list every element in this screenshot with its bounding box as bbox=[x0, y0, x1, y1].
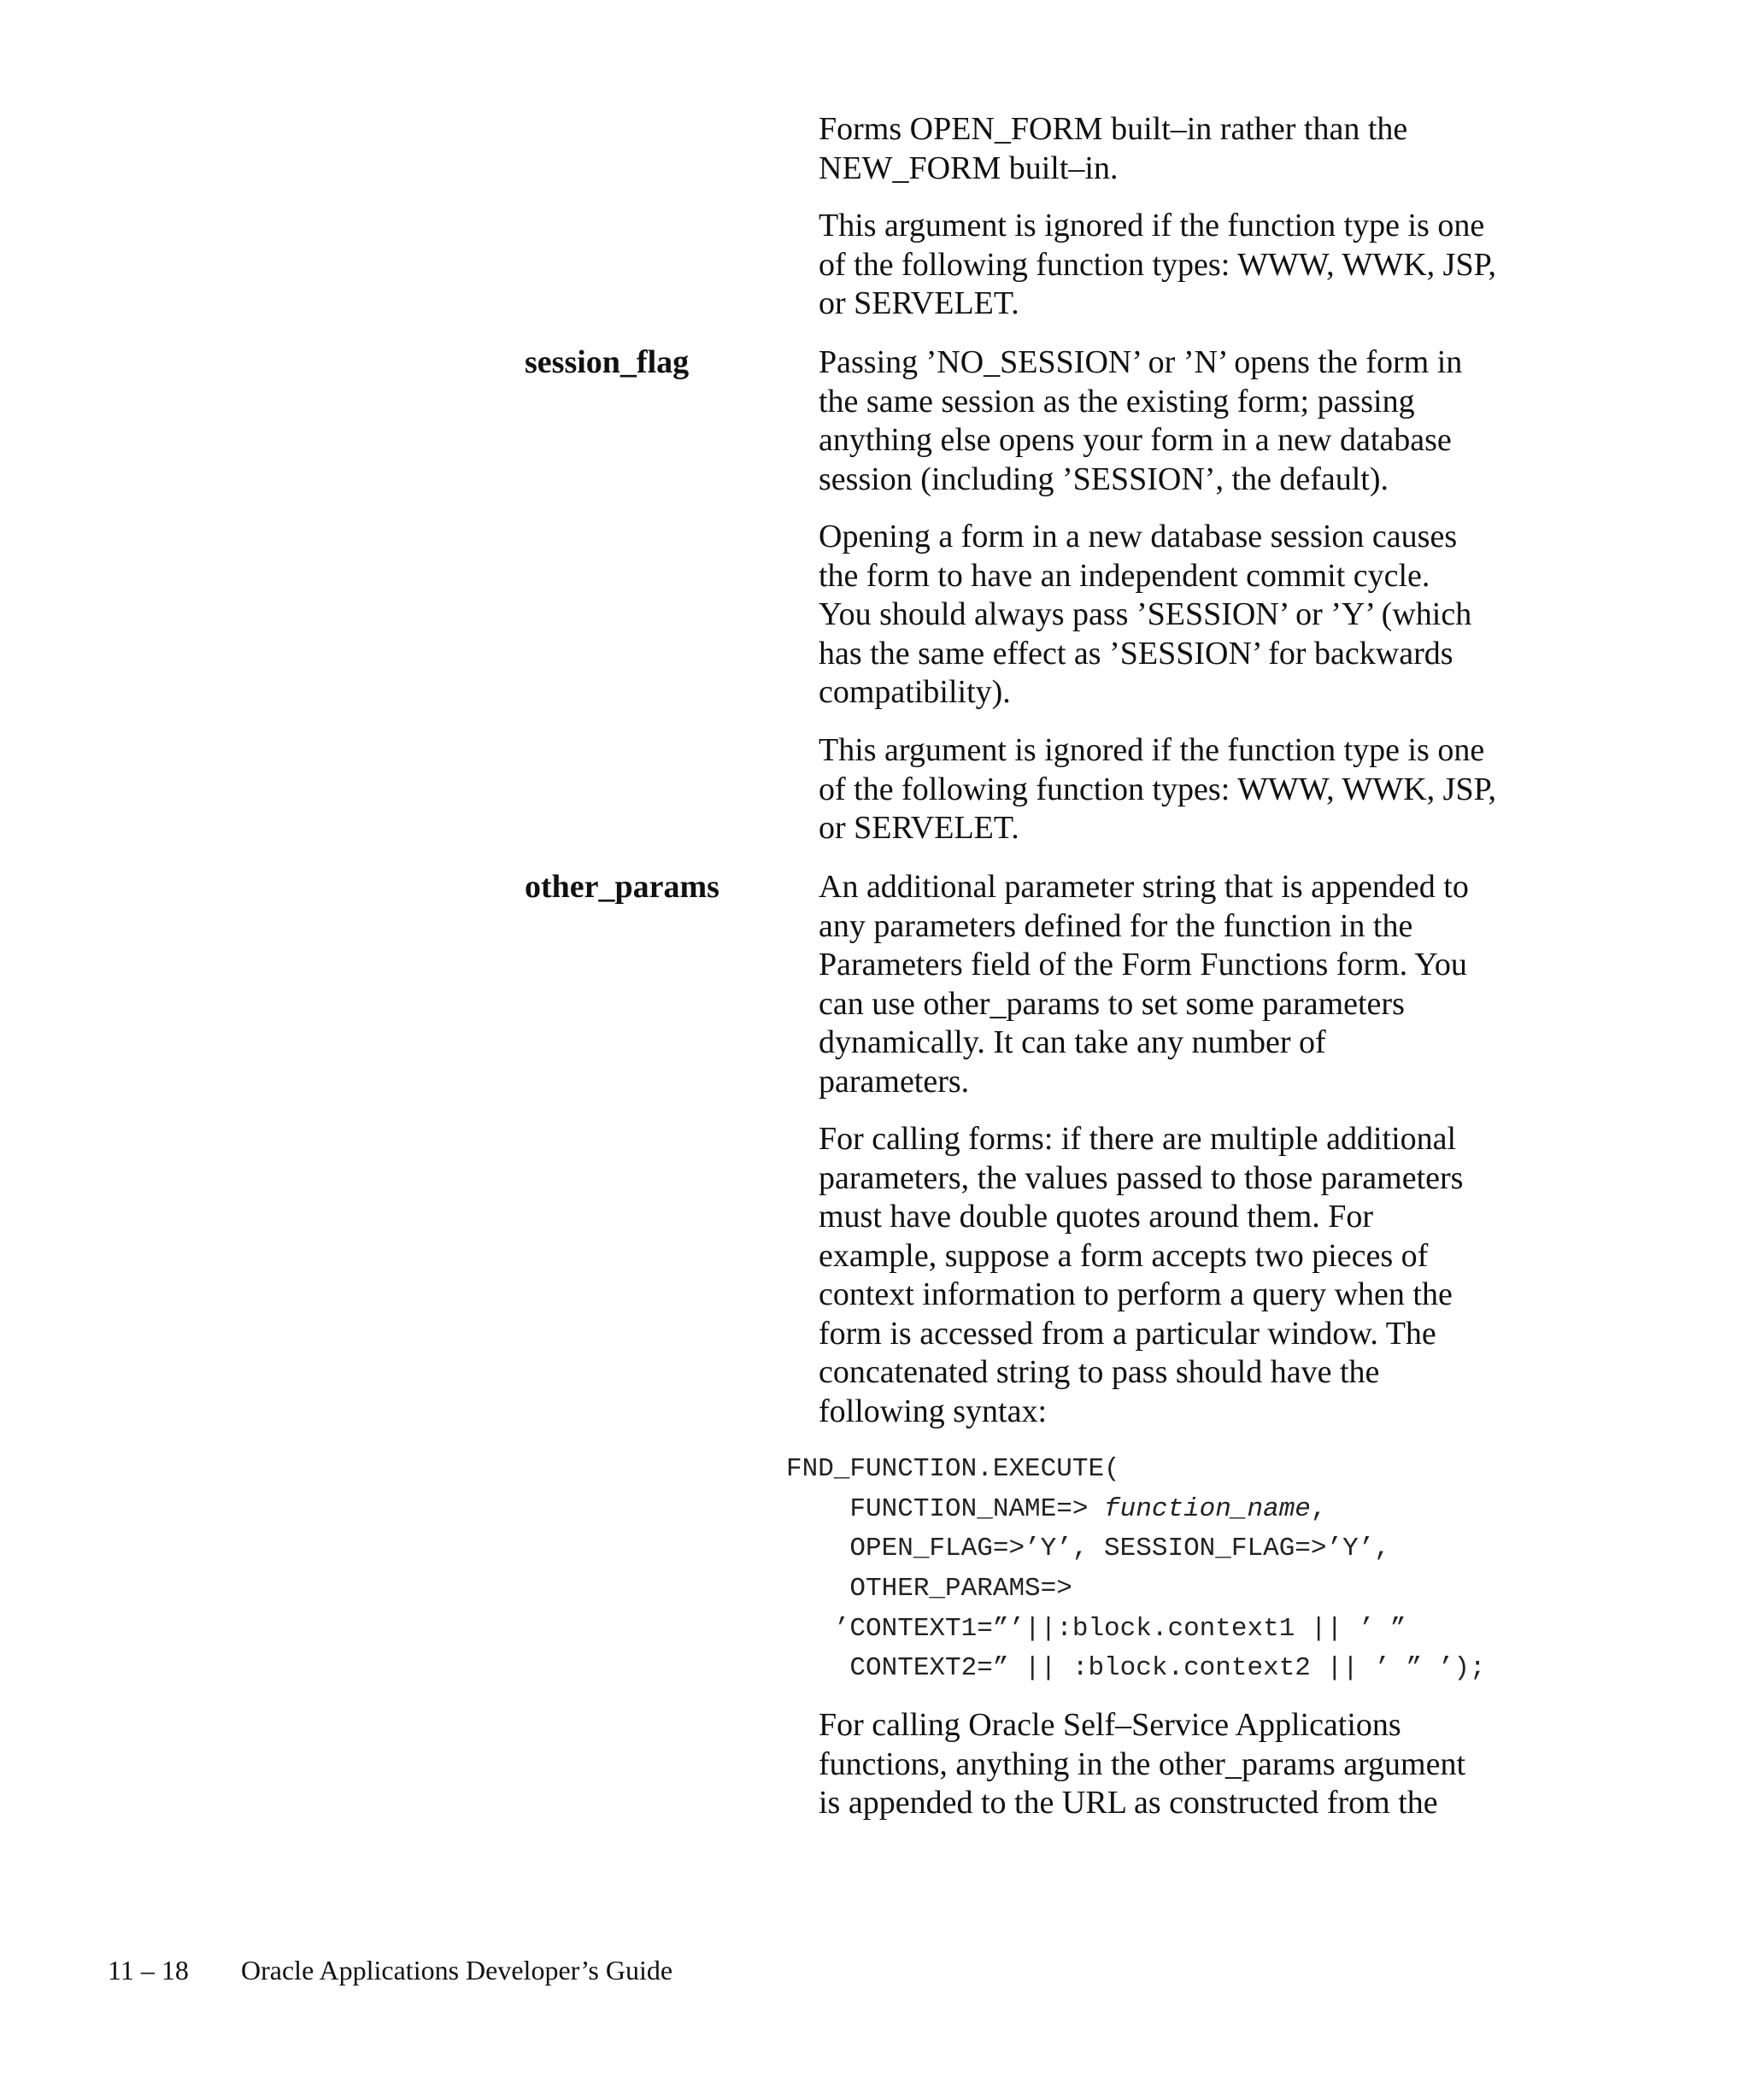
code-line bbox=[786, 1490, 1327, 1530]
code-line: FND_FUNCTION.EXECUTE( bbox=[786, 1454, 1120, 1484]
other-params-ssa-note: For calling Oracle Self–Service Applications functions, anything in the other_params argument is appended to the URL as constructed from the bbox=[819, 1707, 1466, 1821]
term-session-flag: session_flag bbox=[525, 344, 690, 380]
code-text: FUNCTION_NAME=> bbox=[786, 1494, 1105, 1524]
other-params-description: An additional parameter string that is appended to any parameters defined for the function in the Parameters field of the Form Functions form. You can use other_params to set some parameters dynamically. It can take any number of parameters. bbox=[819, 869, 1469, 1100]
code-text: , bbox=[1310, 1494, 1327, 1524]
open-flag-continuation: Forms OPEN_FORM built–in rather than the NEW_FORM built–in. bbox=[819, 111, 1408, 186]
page-number: 11 – 18 bbox=[108, 1955, 189, 1986]
page-footer bbox=[108, 1953, 672, 1987]
code-line: OTHER_PARAMS=> bbox=[786, 1574, 1072, 1604]
term-other-params: other_params bbox=[525, 869, 719, 905]
session-flag-detail: Opening a form in a new database session causes the form to have an independent commit cycle. You should always pass ’SESSION’ or ’Y’ (which has the same effect as ’SESSION’ for backwards compatibility). bbox=[819, 519, 1472, 710]
open-flag-note: This argument is ignored if the function type is one of the following function types: WWW, WWK, JSP, or SERVELET. bbox=[819, 208, 1497, 321]
code-line: OPEN_FLAG=>’Y’, SESSION_FLAG=>’Y’, bbox=[786, 1534, 1390, 1563]
other-params-forms-note: For calling forms: if there are multiple additional parameters, the values passed to those parameters must have double quotes around them. For example, suppose a form accepts two pieces of context information to perform a query when the form is accessed from a particular window. The concatenated string to pass should have the following syntax: bbox=[819, 1121, 1464, 1429]
book-title: Oracle Applications Developer’s Guide bbox=[241, 1955, 673, 1986]
code-line: ’CONTEXT1=”’||:block.context1 || ’ ” bbox=[786, 1614, 1406, 1644]
code-argument: function_name bbox=[1104, 1494, 1311, 1524]
session-flag-note: This argument is ignored if the function type is one of the following function types: WWW, WWK, JSP, or SERVELET. bbox=[819, 732, 1497, 846]
code-line: CONTEXT2=” || :block.context2 || ’ ” ’); bbox=[786, 1653, 1486, 1683]
session-flag-description: Passing ’NO_SESSION’ or ’N’ opens the form in the same session as the existing form; passing anything else opens your form in a new database session (including ’SESSION’, the default). bbox=[819, 344, 1463, 497]
